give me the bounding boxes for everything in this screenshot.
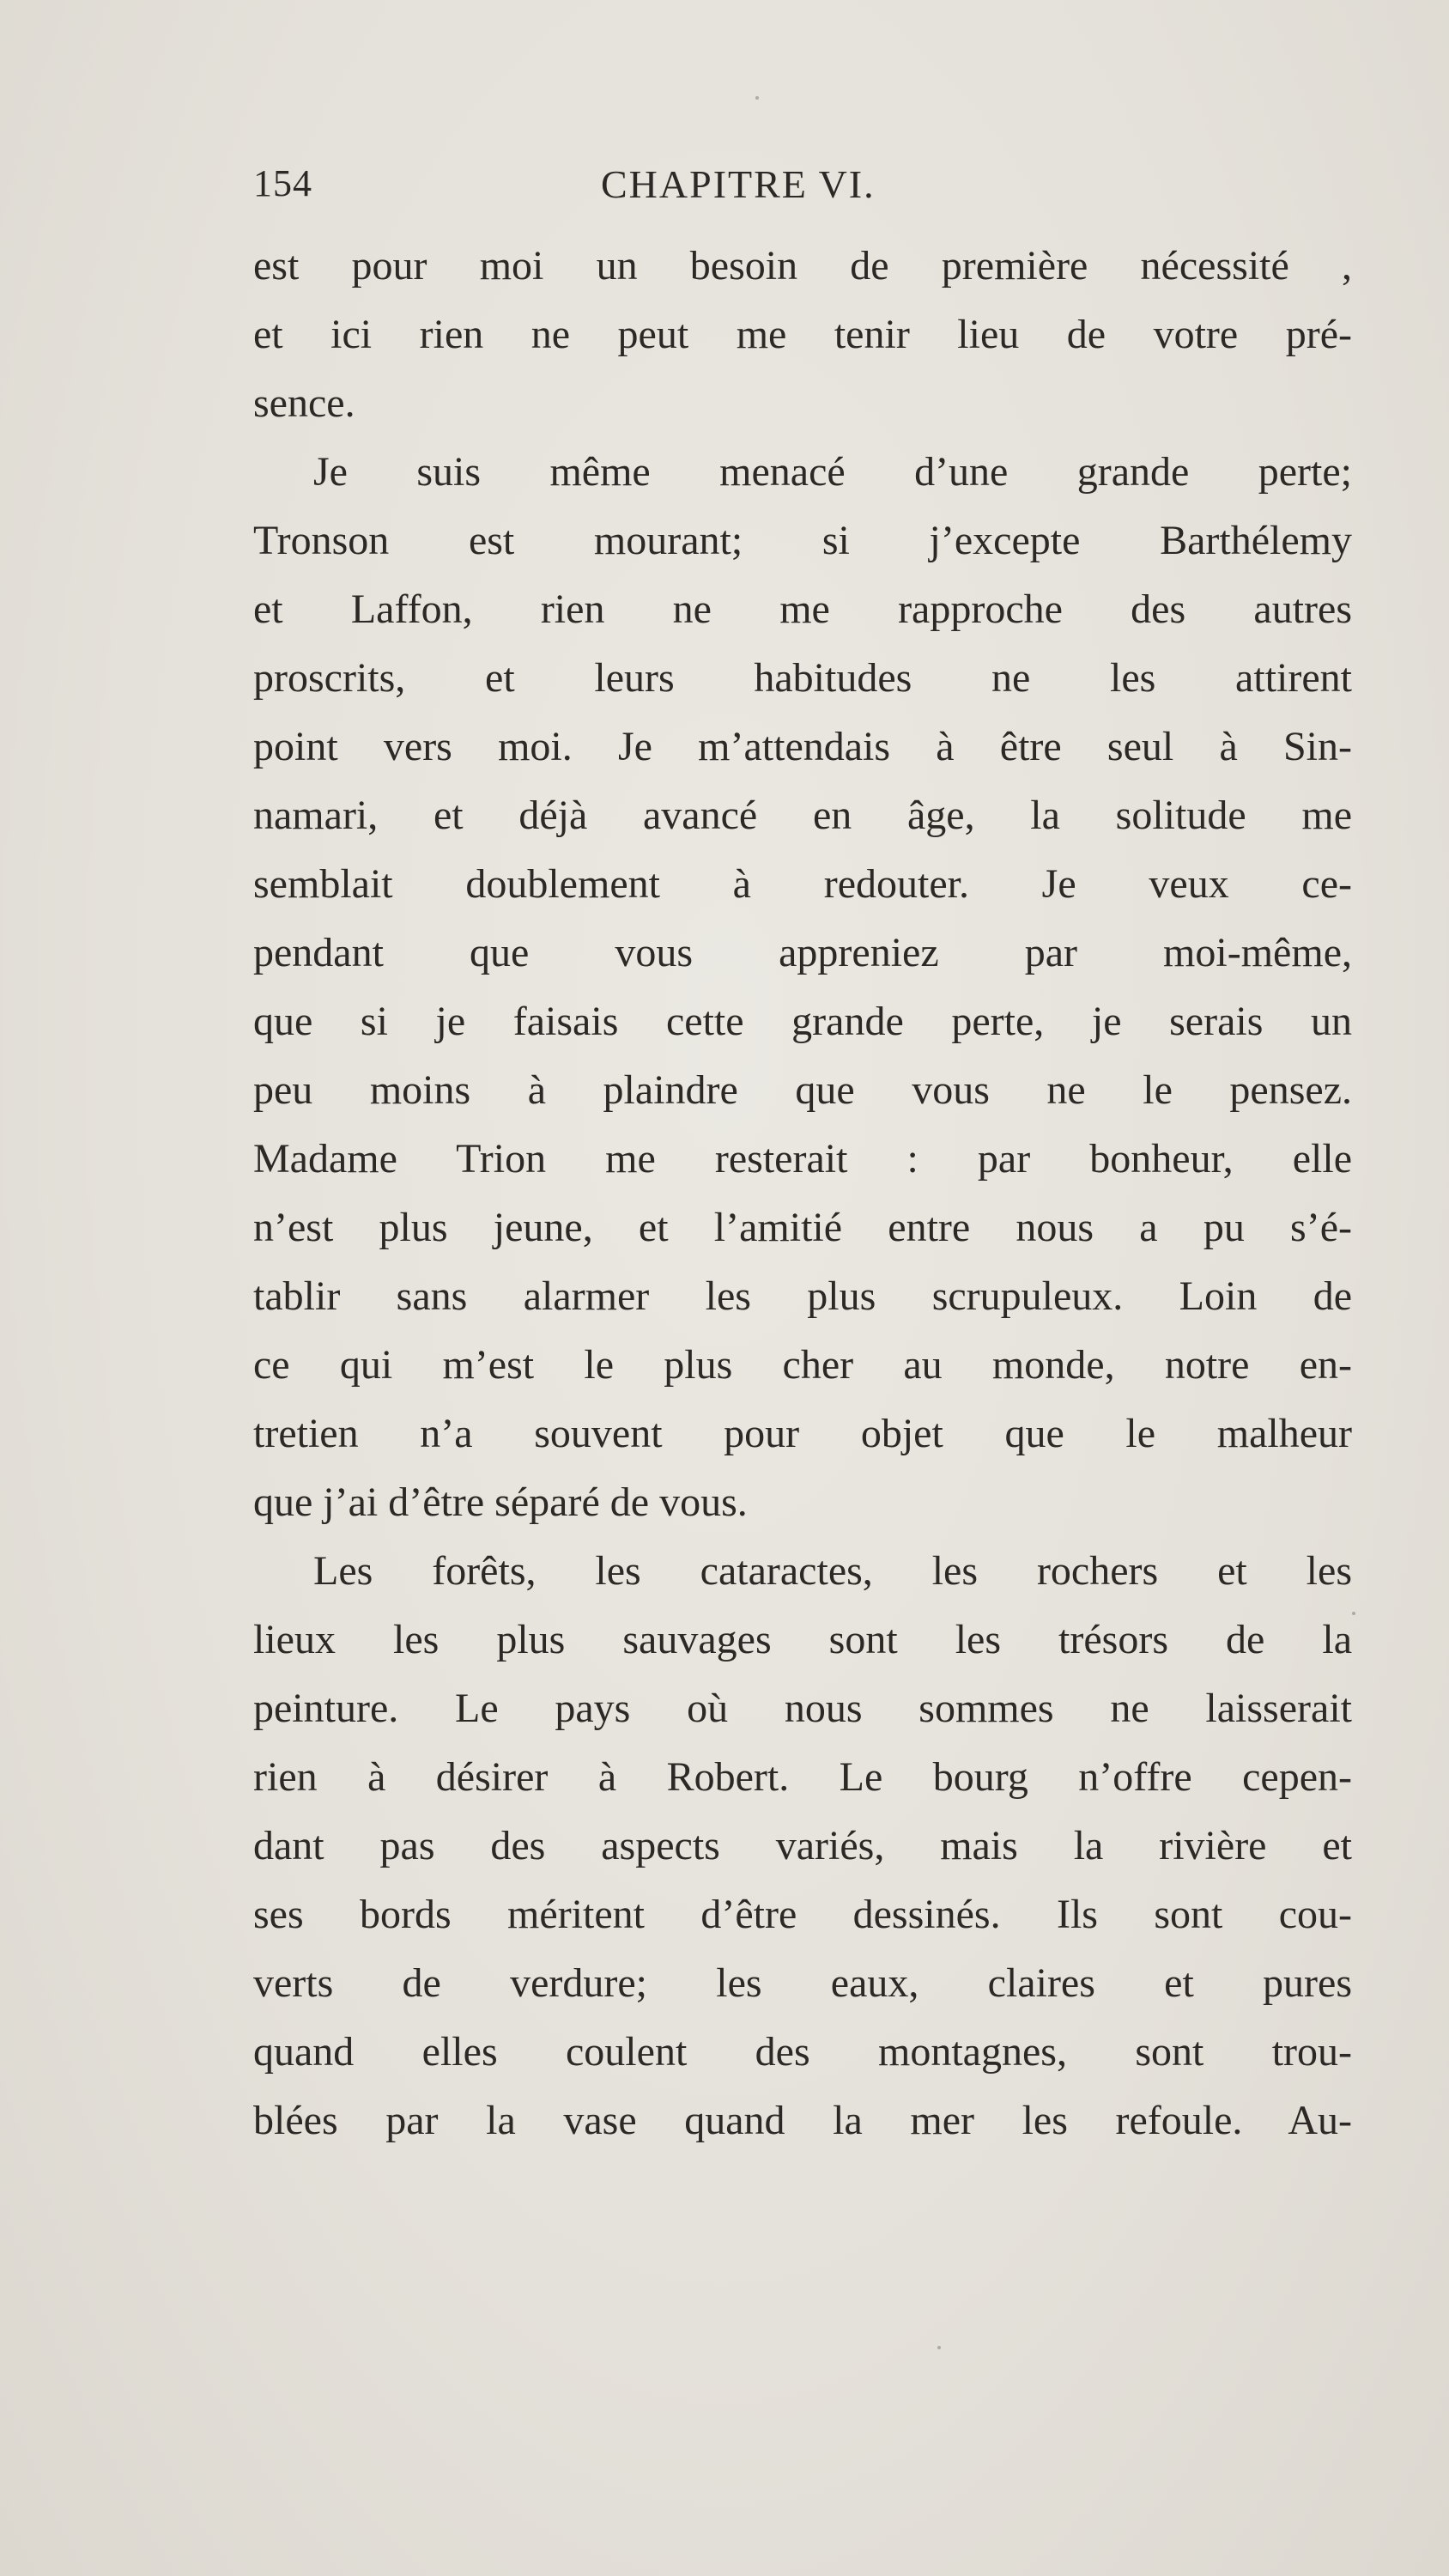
text-line: lieux les plus sauvages sont les trésors de la [253,1617,1352,1662]
text-line: et ici rien ne peut me tenir lieu de votre pré- [253,312,1352,357]
text-line: dant pas des aspects variés, mais la rivière et [253,1823,1352,1868]
text-line: quand elles coulent des montagnes, sont trou- [253,2029,1352,2075]
paper-speck [937,2346,941,2349]
text-line: semblait doublement à redouter. Je veux ce- [253,861,1352,907]
text-line: ses bords méritent d’être dessinés. Ils sont cou- [253,1892,1352,1937]
text-line: n’est plus jeune, et l’amitié entre nous a pu s’é- [253,1205,1352,1250]
body-text [253,232,1352,2155]
text-line: peu moins à plaindre que vous ne le pensez. [253,1067,1352,1113]
text-line: Madame Trion me resterait : par bonheur, elle [253,1136,1352,1182]
text-line: tablir sans alarmer les plus scrupuleux. Loin de [253,1273,1352,1319]
paper-speck [755,96,759,100]
text-line: proscrits, et leurs habitudes ne les attirent [253,655,1352,701]
text-line: point vers moi. Je m’attendais à être seul à Sin- [253,724,1352,769]
page-number: 154 [253,162,312,204]
text-line: pendant que vous appreniez par moi-même, [253,930,1352,975]
text-line: Tronson est mourant; si j’excepte Barthélemy [253,518,1352,563]
text-line: sence. [253,380,355,426]
text-line: namari, et déjà avancé en âge, la solitude me [253,793,1352,838]
running-head [253,161,1429,230]
text-line: est pour moi un besoin de première nécessité , [253,243,1352,289]
text-line: rien à désirer à Robert. Le bourg n’offre cepen- [253,1754,1352,1800]
text-line: et Laffon, rien ne me rapproche des autres [253,586,1352,632]
paragraph-start-line: Les forêts, les cataractes, les rochers et les [313,1548,1352,1594]
chapter-title: CHAPITRE VI. [601,162,876,206]
text-line: peinture. Le pays où nous sommes ne laisserait [253,1686,1352,1731]
text-line: verts de verdure; les eaux, claires et pures [253,1960,1352,2006]
paper-speck [1352,1612,1355,1615]
text-line: ce qui m’est le plus cher au monde, notre en- [253,1342,1352,1388]
text-line: que si je faisais cette grande perte, je serais un [253,999,1352,1044]
paragraph-start-line: Je suis même menacé d’une grande perte; [313,449,1352,495]
text-line: que j’ai d’être séparé de vous. [253,1479,748,1525]
text-line: blées par la vase quand la mer les refoule. Au- [253,2098,1352,2143]
text-line: tretien n’a souvent pour objet que le malheur [253,1411,1352,1456]
